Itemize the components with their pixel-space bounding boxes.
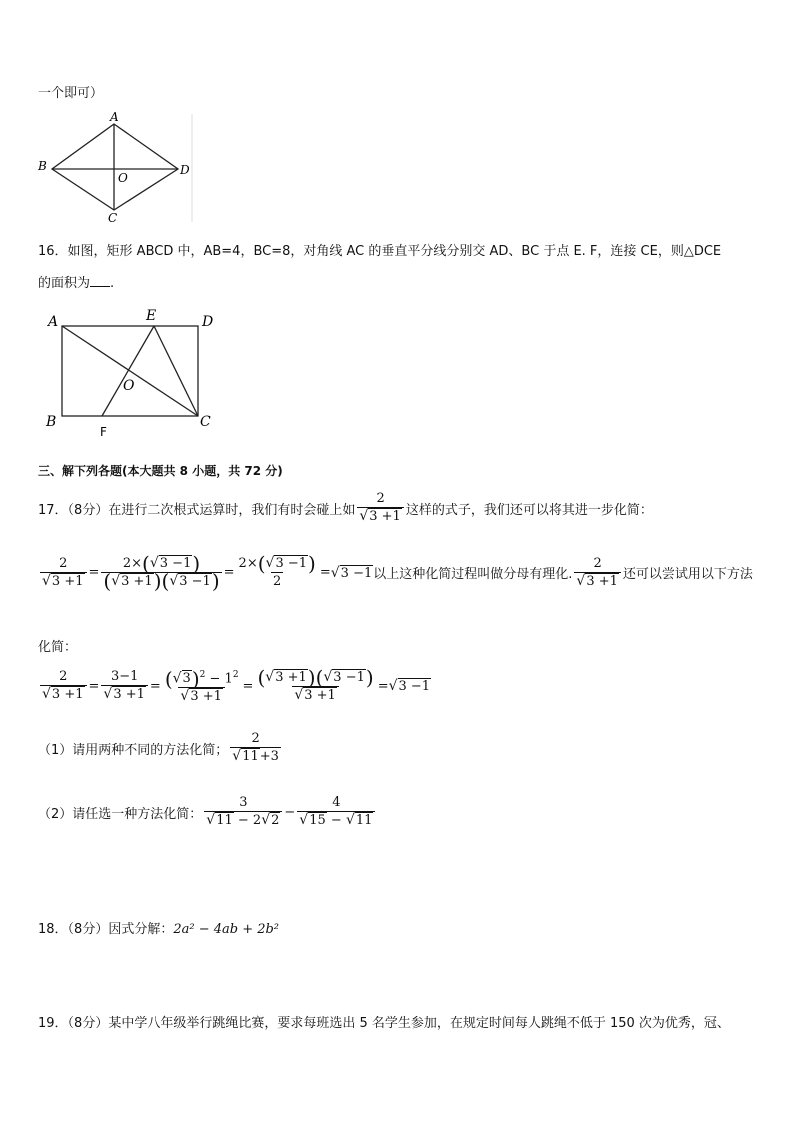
- q16-line2: [38, 272, 114, 291]
- continuation-text: 一个即可）: [38, 86, 104, 101]
- num-rad: 3 −1: [275, 556, 308, 571]
- den: 3 +1: [586, 573, 618, 589]
- num-rad1: 3 +1: [275, 669, 307, 685]
- frac-a: $\frac{2}{√3 +1}$: [40, 557, 87, 589]
- result: 3 −1: [340, 565, 373, 581]
- q17-intro-cont: 这样的式子，我们还可以将其进一步化简：: [405, 502, 653, 518]
- rhombus-figure: [34, 110, 196, 226]
- label-A: A: [110, 110, 119, 124]
- label-C: C: [200, 414, 211, 430]
- frac-h: $\frac{(√3 +1)(√3 -1)}{√3 +1}$: [257, 665, 374, 703]
- denominator: 3 +1: [369, 509, 401, 524]
- q17-sub1: [38, 732, 283, 764]
- q16-period: .: [110, 276, 115, 291]
- q16-line2-text: 的面积为: [38, 276, 91, 291]
- answer-blank: [90, 274, 110, 287]
- q18-text: 18．（8分）因式分解：: [38, 922, 174, 937]
- label-F: F: [100, 425, 107, 439]
- rectangle-figure: [40, 304, 226, 440]
- frac-c: $\frac{2\times(√3 -1)}{2}$: [238, 551, 316, 589]
- q17-intro: 17．（8分）在进行二次根式运算时，我们有时会碰上如: [38, 502, 356, 518]
- fraction-2-over-sqrt3-plus1: $\frac{2}{√3 +1}$: [357, 492, 404, 524]
- q16-line1: 16．如图，矩形 ABCD 中，AB=4，BC=8，对角线 AC 的垂直平分线分别交 AD、BC 于点 E. F，连接 CE，则△DCE: [38, 244, 722, 259]
- den-rad: 11: [242, 749, 259, 764]
- den-rad1: 11: [216, 813, 233, 828]
- label-A: A: [48, 314, 59, 330]
- q17-sub2: （2）请任选一种方法化简： $\frac{3}{√11 - 2√2}$ − $\frac{4}{√15 - √11}$: [38, 796, 377, 828]
- label-O: O: [118, 171, 128, 185]
- den: 3 +1: [304, 687, 336, 703]
- den: 3 +1: [51, 687, 84, 703]
- section-heading: 三、解下列各题(本大题共 8 小题，共 72 分): [38, 464, 283, 478]
- num: 2: [59, 555, 68, 571]
- label-B: B: [38, 159, 47, 173]
- den-plus: +3: [259, 749, 279, 764]
- label-O: O: [123, 378, 135, 394]
- frac-2-over-sqrt11-plus3: $\frac{2}{√11+3}$: [232, 731, 279, 764]
- den-rad1: 15: [309, 813, 326, 828]
- den-rad1: 3 +1: [121, 574, 153, 589]
- num-rad2: 3 −1: [333, 669, 365, 685]
- den: 3 +1: [51, 573, 84, 589]
- q18: [38, 918, 279, 937]
- frac-e: $\frac{2}{√3 +1}$: [40, 670, 87, 702]
- num: 2: [593, 555, 602, 571]
- label-D: D: [180, 163, 190, 177]
- frac-b: $\frac{2\times(√3 -1)}{(√3 +1)(√3 -1)}$: [103, 551, 220, 593]
- label-D: D: [202, 314, 214, 330]
- sub2-text: （2）请任选一种方法化简：: [38, 806, 203, 822]
- den-rad2: 3 −1: [179, 574, 211, 589]
- frac-f: $\frac{3-1}{√3 +1}$: [101, 670, 148, 702]
- q17-rationalize-text: 以上这种化简过程叫做分母有理化.: [373, 567, 573, 582]
- num-rad: 3 −1: [159, 556, 192, 571]
- num: 2: [59, 669, 68, 685]
- result: 3 −1: [398, 679, 431, 695]
- den: 2: [273, 574, 282, 589]
- frac-4: $\frac{4}{√15 - √11}$: [297, 796, 375, 828]
- num: 3: [239, 795, 248, 810]
- num: 2: [251, 731, 260, 746]
- q17-line1: [38, 492, 653, 524]
- den: 3 +1: [190, 689, 222, 705]
- frac-g: $\frac{(√3)^2 - 1^2}{√3 +1}$: [164, 666, 239, 705]
- frac-3: $\frac{3}{√11 - 2√2}$: [204, 796, 282, 828]
- label-B: B: [46, 414, 57, 430]
- frac-d: $\frac{2}{√3 +1}$: [574, 557, 621, 589]
- q18-expression: 2a² − 4ab + 2b²: [173, 922, 280, 937]
- den-rad2: 11: [355, 813, 373, 828]
- sub1-text: （1）请用两种不同的方法化简；: [38, 742, 229, 758]
- num: 3−1: [110, 669, 139, 685]
- q17-try-text: 还可以尝试用以下方法: [622, 567, 753, 582]
- numerator: 2: [376, 491, 385, 506]
- label-C: C: [108, 211, 118, 225]
- rationalize-equation: $\frac{2}{√3 +1}$ = $\frac{2\times(√3 -1)}{(√3 +1)(√3 -1)}$ = $\frac{2\times(√3 -1)}{2}$ = √ 3 −1 以上这种化简过程叫做分母有理化. $\frac{2}{√3 +1}$ 还可以尝试用以下方法: [42, 551, 753, 593]
- den: 3 +1: [113, 687, 145, 703]
- q17-simplify-label: 化简：: [38, 640, 78, 655]
- num: 4: [332, 795, 341, 810]
- q19-text: 19．（8分）某中学八年级举行跳绳比赛，要求每班选出 5 名学生参加，在规定时间每人跳绳不低于 150 次为优秀，冠、: [38, 1016, 730, 1031]
- alternative-equation: $\frac{2}{√3 +1}$ = $\frac{3-1}{√3 +1}$ = $\frac{(√3)^2 - 1^2}{√3 +1}$ = $\frac{(√3 +1)(√3 -1)}{√3 +1}$ = √ 3 −1: [42, 665, 431, 705]
- label-E: E: [146, 308, 157, 324]
